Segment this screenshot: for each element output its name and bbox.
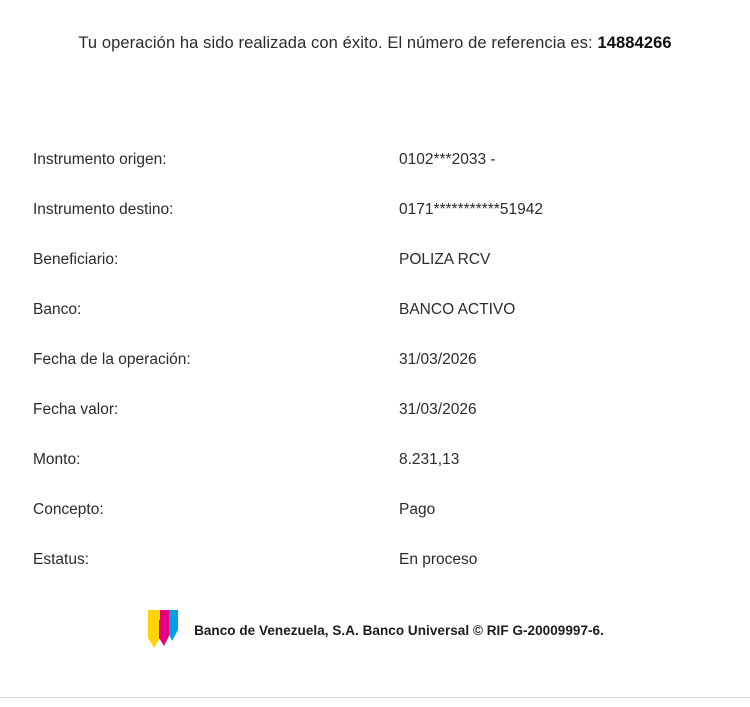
footer	[0, 608, 750, 652]
detail-row	[33, 250, 717, 300]
detail-label: Fecha de la operación:	[33, 351, 191, 368]
detail-label: Banco:	[33, 301, 82, 318]
detail-row	[33, 150, 717, 200]
reference-number: 14884266	[597, 34, 672, 52]
detail-value: 0102***2033 -	[399, 151, 496, 168]
bottom-divider	[0, 697, 750, 698]
detail-label: Monto:	[33, 451, 81, 468]
detail-value: BANCO ACTIVO	[399, 301, 516, 318]
detail-row	[33, 300, 717, 350]
detail-row	[33, 400, 717, 450]
detail-label: Instrumento destino:	[33, 201, 174, 218]
detail-row	[33, 450, 717, 500]
detail-row	[33, 350, 717, 400]
detail-value: 31/03/2026	[399, 401, 477, 418]
success-message-text: Tu operación ha sido realizada con éxito. El número de referencia es:	[78, 34, 598, 52]
success-message	[0, 34, 750, 53]
detail-row	[33, 200, 717, 250]
detail-label: Instrumento origen:	[33, 151, 167, 168]
detail-label: Beneficiario:	[33, 251, 119, 268]
details-list	[33, 150, 717, 600]
detail-label: Concepto:	[33, 501, 104, 518]
bdv-flag-logo-icon	[146, 608, 180, 652]
detail-value: 0171***********51942	[399, 201, 543, 218]
detail-value: En proceso	[399, 551, 478, 568]
detail-label: Estatus:	[33, 551, 89, 568]
footer-text: Banco de Venezuela, S.A. Banco Universal © RIF G-20009997-6.	[194, 622, 604, 638]
detail-row	[33, 550, 717, 600]
detail-value: 31/03/2026	[399, 351, 477, 368]
detail-value: Pago	[399, 501, 436, 518]
detail-value: POLIZA RCV	[399, 251, 491, 268]
detail-row	[33, 500, 717, 550]
detail-value: 8.231,13	[399, 451, 460, 468]
detail-label: Fecha valor:	[33, 401, 119, 418]
